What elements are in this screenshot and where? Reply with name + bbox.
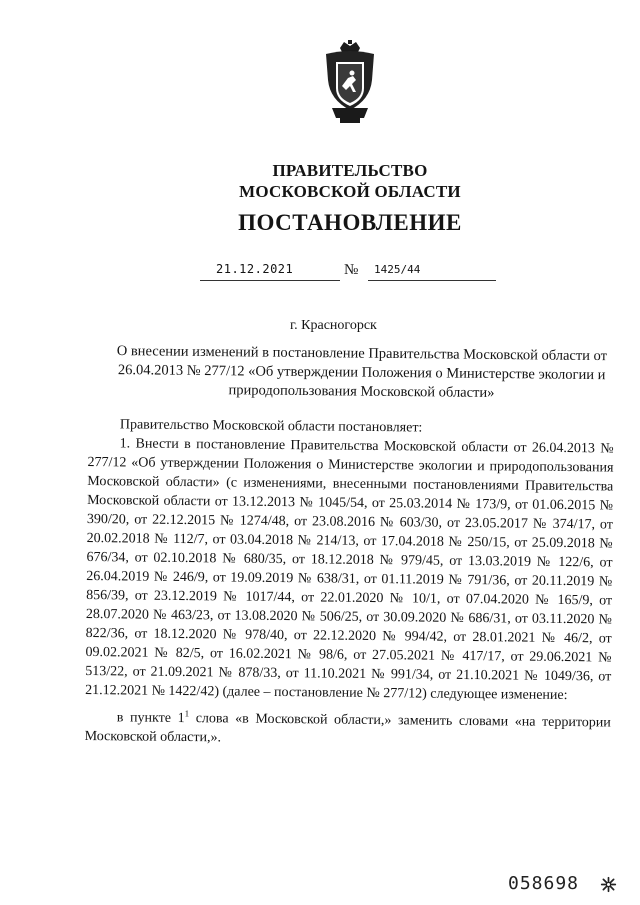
- serial-number: 058698: [508, 873, 580, 894]
- document-type: ПОСТАНОВЛЕНИЕ: [238, 210, 462, 235]
- coat-of-arms-icon: [322, 40, 378, 124]
- document-title: О внесении изменений в постановление Правительства Московской области от 26.04.2013 № 277/12 «Об утверждении Положения о Министерстве экологии и природопользования Московской области»: [116, 343, 608, 402]
- document-body: [85, 415, 614, 751]
- organization-name: [200, 160, 500, 202]
- change-superscript: 1: [184, 708, 190, 719]
- change-rest: слова «в Московской области,» заменить словами «на территории Московской области,».: [84, 711, 611, 746]
- date-number-row: [0, 262, 640, 286]
- number-value: 1425/44: [374, 263, 421, 276]
- number-field: [368, 262, 496, 281]
- change-prefix: в пункте 1: [116, 710, 185, 727]
- item-1: 1. Внести в постановление Правительства Московской области от 26.04.2013 № 277/12 «Об утверждении Положения о Министерстве экологии и природопользования Московской области» (с изменениями, внесенными постановлениями Правительства Московской области от 13.12.2013 № 1045/54, от 25.03.2014 № 173/9, от 01.06.2015 № 390/20, от 22.12.2015 № 1274/48, от 23.08.2016 № 603/30, от 23.05.2017 № 374/17, от 20.02.2018 № 112/7, от 03.04.2018 № 214/13, от 17.04.2018 № 250/15, от 25.09.2018 № 676/34, от 02.10.2018 № 680/35, от 18.12.2018 № 979/45, от 13.03.2019 № 122/6, от 26.04.2019 № 246/9, от 19.09.2019 № 638/31, от 01.11.2019 № 791/36, от 20.11.2019 № 856/39, от 23.12.2019 № 1017/44, от 22.01.2020 № 10/1, от 07.04.2020 № 165/9, от 28.07.2020 № 463/23, от 13.08.2020 № 506/25, от 30.09.2020 № 686/31, от 03.11.2020 № 822/36, от 18.12.2020 № 978/40, от 22.12.2020 № 994/42, от 28.01.2021 № 46/2, от 09.02.2021 № 82/5, от 16.02.2021 № 98/6, от 27.05.2021 № 417/17, от 29.06.2021 № 513/22, от 21.09.2021 № 878/33, от 11.10.2021 № 991/34, от 21.10.2021 № 1049/36, от 21.12.2021 № 1422/42) (далее – постановление № 277/12) следующее изменение:: [85, 436, 614, 704]
- city: г. Красногорск: [290, 318, 377, 333]
- preamble: Правительство Московской области постановляет:: [119, 417, 423, 436]
- date-field: [200, 262, 340, 281]
- date-value: 21.12.2021: [216, 262, 294, 276]
- org-line-2: МОСКОВСКОЙ ОБЛАСТИ: [239, 182, 461, 201]
- org-line-1: ПРАВИТЕЛЬСТВО: [272, 161, 428, 180]
- change-text: [85, 708, 611, 752]
- number-sign: №: [344, 262, 359, 278]
- asterisk-star-icon: [600, 876, 617, 893]
